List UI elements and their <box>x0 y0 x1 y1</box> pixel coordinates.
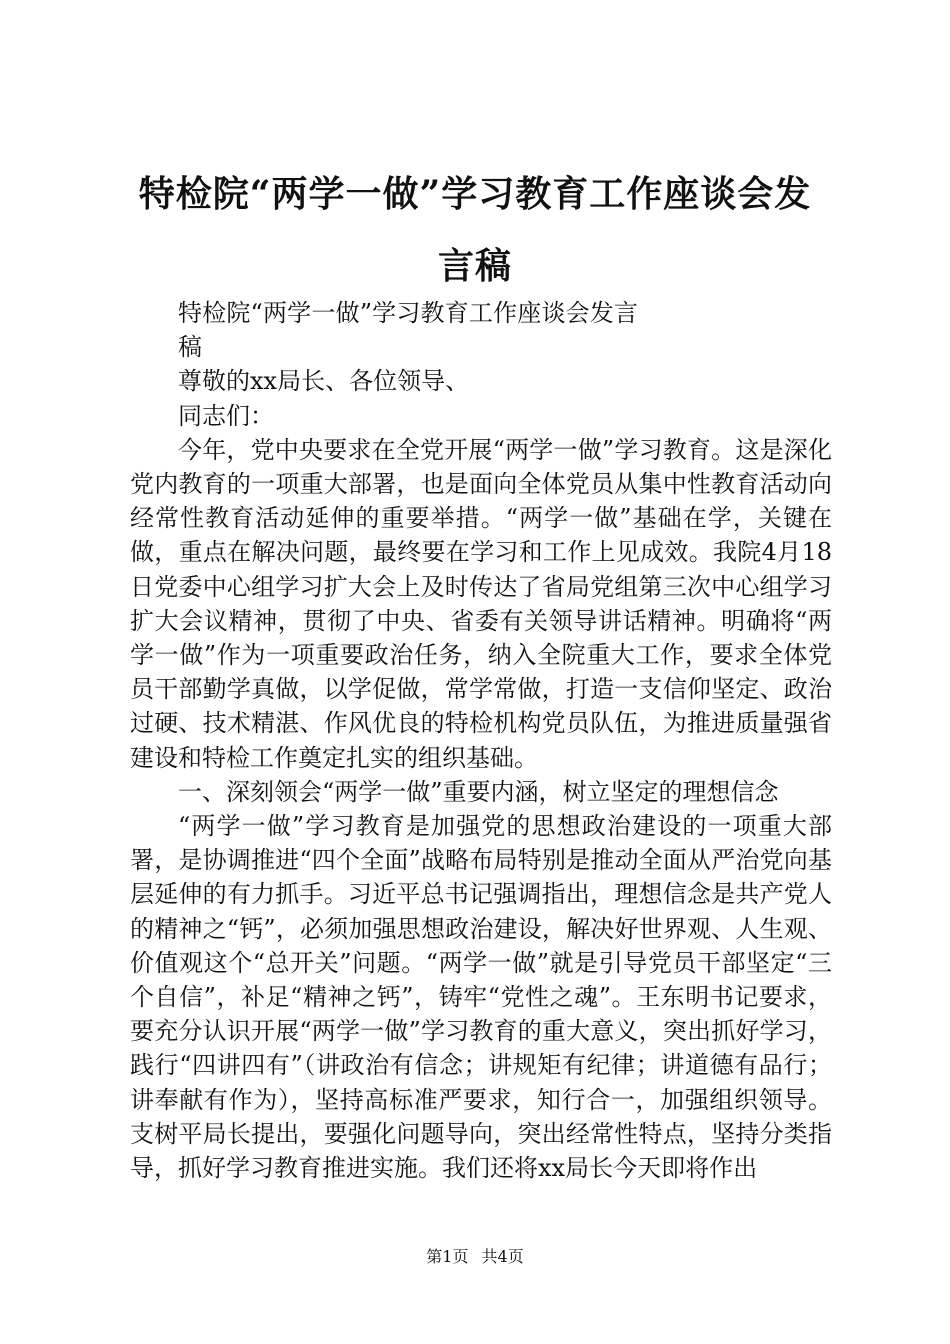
section-heading: 一、深刻领会“两学一做”重要内涵，树立坚定的理想信念 <box>178 777 779 806</box>
body-paragraph: “两学一做”学习教育是加强党的思想政治建设的一项重大部署，是协调推进“四个全面”战略布局特别是推动全面从严治党向基层延伸的有力抓手。习近平总书记强调指出，理想信念是共产党人的精神之“钙”，必须加强思想政治建设，解决好世界观、人生观、价值观这个“总开关”问题。“两学一做”就是引导党员干部坚定“三个自信”，补足“精神之钙”，铸牢“党性之魂”。王东明书记要求，要充分认识开展“两学一做”学习教育的重大意义，突出抓好学习，践行“四讲四有”（讲政治有信念；讲规矩有纪律；讲道德有品行；讲奉献有作为），坚持高标准严要求，知行合一，加强组织领导。支树平局长提出，要强化问题导向，突出经常性特点，坚持分类指导，抓好学习教育推进实施。我们还将xx局长今天即将作出 <box>130 812 832 1183</box>
page-number: 第1页 <box>426 1247 469 1266</box>
subtitle-paragraph: 特检院“两学一做”学习教育工作座谈会发言稿 <box>178 299 638 362</box>
page-total: 共4页 <box>481 1247 524 1266</box>
document-title: 特检院“两学一做”学习教育工作座谈会发言稿 <box>138 173 812 287</box>
document-body <box>130 296 832 1185</box>
page-footer <box>0 1244 950 1267</box>
body-paragraph: 今年，党中央要求在全党开展“两学一做”学习教育。这是深化党内教育的一项重大部署，也是面向全体党员从集中性教育活动向经常性教育活动延伸的重要举措。“两学一做”基础在学，关键在做，重点在解决问题，最终要在学习和工作上见成效。我院4月18日党委中心组学习扩大会上及时传达了省局党组第三次中心组学习扩大会议精神，贯彻了中央、省委有关领导讲话精神。明确将“两学一做”作为一项重要政治任务，纳入全院重大工作，要求全体党员干部勤学真做，以学促做，常学常做，打造一支信仰坚定、政治过硬、技术精湛、作风优良的特检机构党员队伍，为推进质量强省建设和特检工作奠定扎实的组织基础。 <box>130 435 832 772</box>
salutation-paragraph: 同志们： <box>178 401 274 430</box>
salutation-paragraph: 尊敬的xx局长、各位领导、 <box>178 367 470 396</box>
